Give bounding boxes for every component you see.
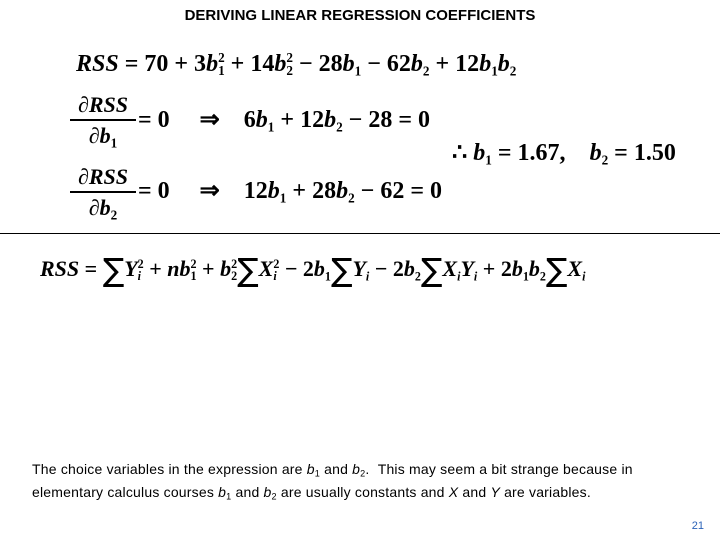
rss-expanded-equation: RSS = 70 + 3b 2 1 + 14b 2 2 − $28b_1 - 62b_2 + 12b_1b_2$ bbox=[76, 50, 517, 79]
slide-title: DERIVING LINEAR REGRESSION COEFFICIENTS bbox=[184, 7, 536, 24]
foc-b1-condition: = 0 ⇒ $6b_1 + 12b_2 - 28 = 0$ bbox=[138, 107, 431, 135]
partial-derivative-b2-fraction: ∂RSS $\partial b_2$ bbox=[70, 164, 136, 224]
solution-values: ∴ $b_1 = 1.67$, $b_2 = 1.50$ bbox=[452, 140, 676, 168]
explanation-paragraph: The choice variables in the expression are $b_1$ and $b_2$. This may seem a bit strange because in elementary calculus courses $b_1$ and $b_2$ are usually constants and X and Y are variables. bbox=[32, 461, 633, 502]
section-divider bbox=[0, 233, 720, 234]
foc-b2-condition: = 0 ⇒ $12b_1 + 28b_2 - 62 = 0$ bbox=[138, 178, 443, 206]
rss-general-equation: RSS = ∑Y 2 i + nb 2 1 + b 2 2 ∑X 2 i − $2b_1\sum Y_i - 2b_2\sum X_iY_i + 2b_1b_2\sum X_i$ bbox=[40, 251, 586, 289]
partial-derivative-b1-fraction: ∂RSS $\partial b_1$ bbox=[70, 92, 136, 152]
page-number: 21 bbox=[691, 520, 704, 532]
